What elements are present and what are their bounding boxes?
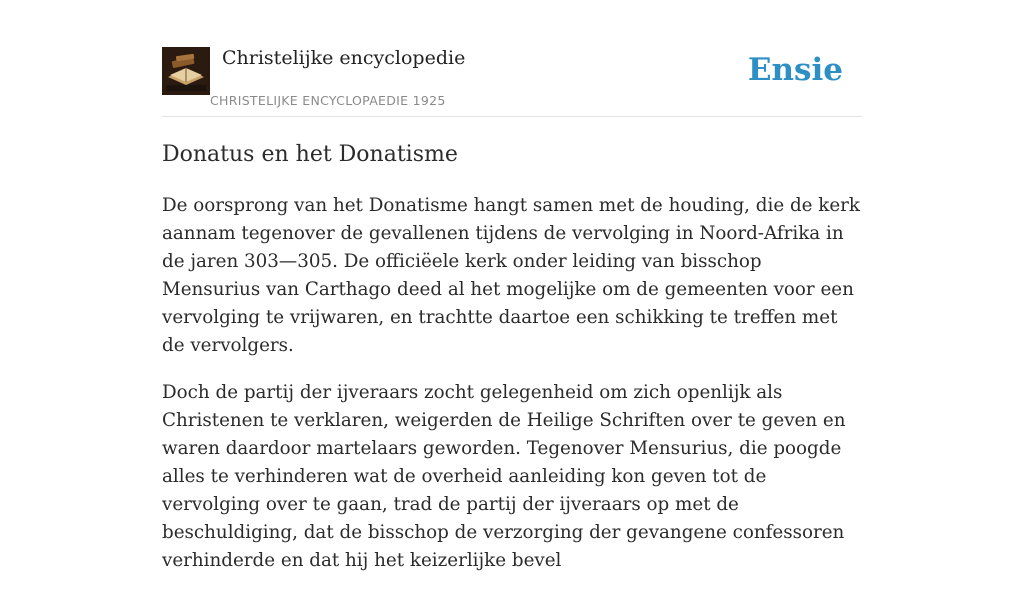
- site-title[interactable]: Christelijke encyclopedie: [222, 47, 466, 69]
- brand-logo-link[interactable]: Ensie: [747, 52, 843, 88]
- article-paragraph: De oorsprong van het Donatisme hangt samen met de houding, die de kerk aannam tegenover de gevallenen tijdens de vervolging in Noord-Afrika in de jaren 303—305. De officiëele kerk onder leiding van bisschop Mensurius van Carthago deed al het mogelijke om de gemeenten voor een vervolging te vrijwaren, en trachtte daartoe een schikking te treffen met de vervolgers.: [162, 195, 860, 356]
- encyclopedia-book-icon: [162, 47, 210, 95]
- article-title: Donatus en het Donatisme: [162, 142, 458, 167]
- article-paragraph: Doch de partij der ijveraars zocht gelegenheid om zich openlijk als Christenen te verklaren, weigerden de Heilige Schriften over te geven en waren daardoor martelaars geworden. Tegenover Mensurius, die poogde alles te verhinderen wat de overheid aanleiding kon geven tot de vervolging over te gaan, trad de partij der ijveraars op met de beschuldiging, dat de bisschop de verzorging der gevangene confessoren verhinderde en dat hij het keizerlijke bevel: [162, 382, 846, 571]
- avatar[interactable]: [162, 47, 210, 95]
- article-body: [162, 192, 862, 594]
- site-header: [162, 46, 862, 117]
- site-subtitle: CHRISTELIJKE ENCYCLOPAEDIE 1925: [210, 93, 446, 108]
